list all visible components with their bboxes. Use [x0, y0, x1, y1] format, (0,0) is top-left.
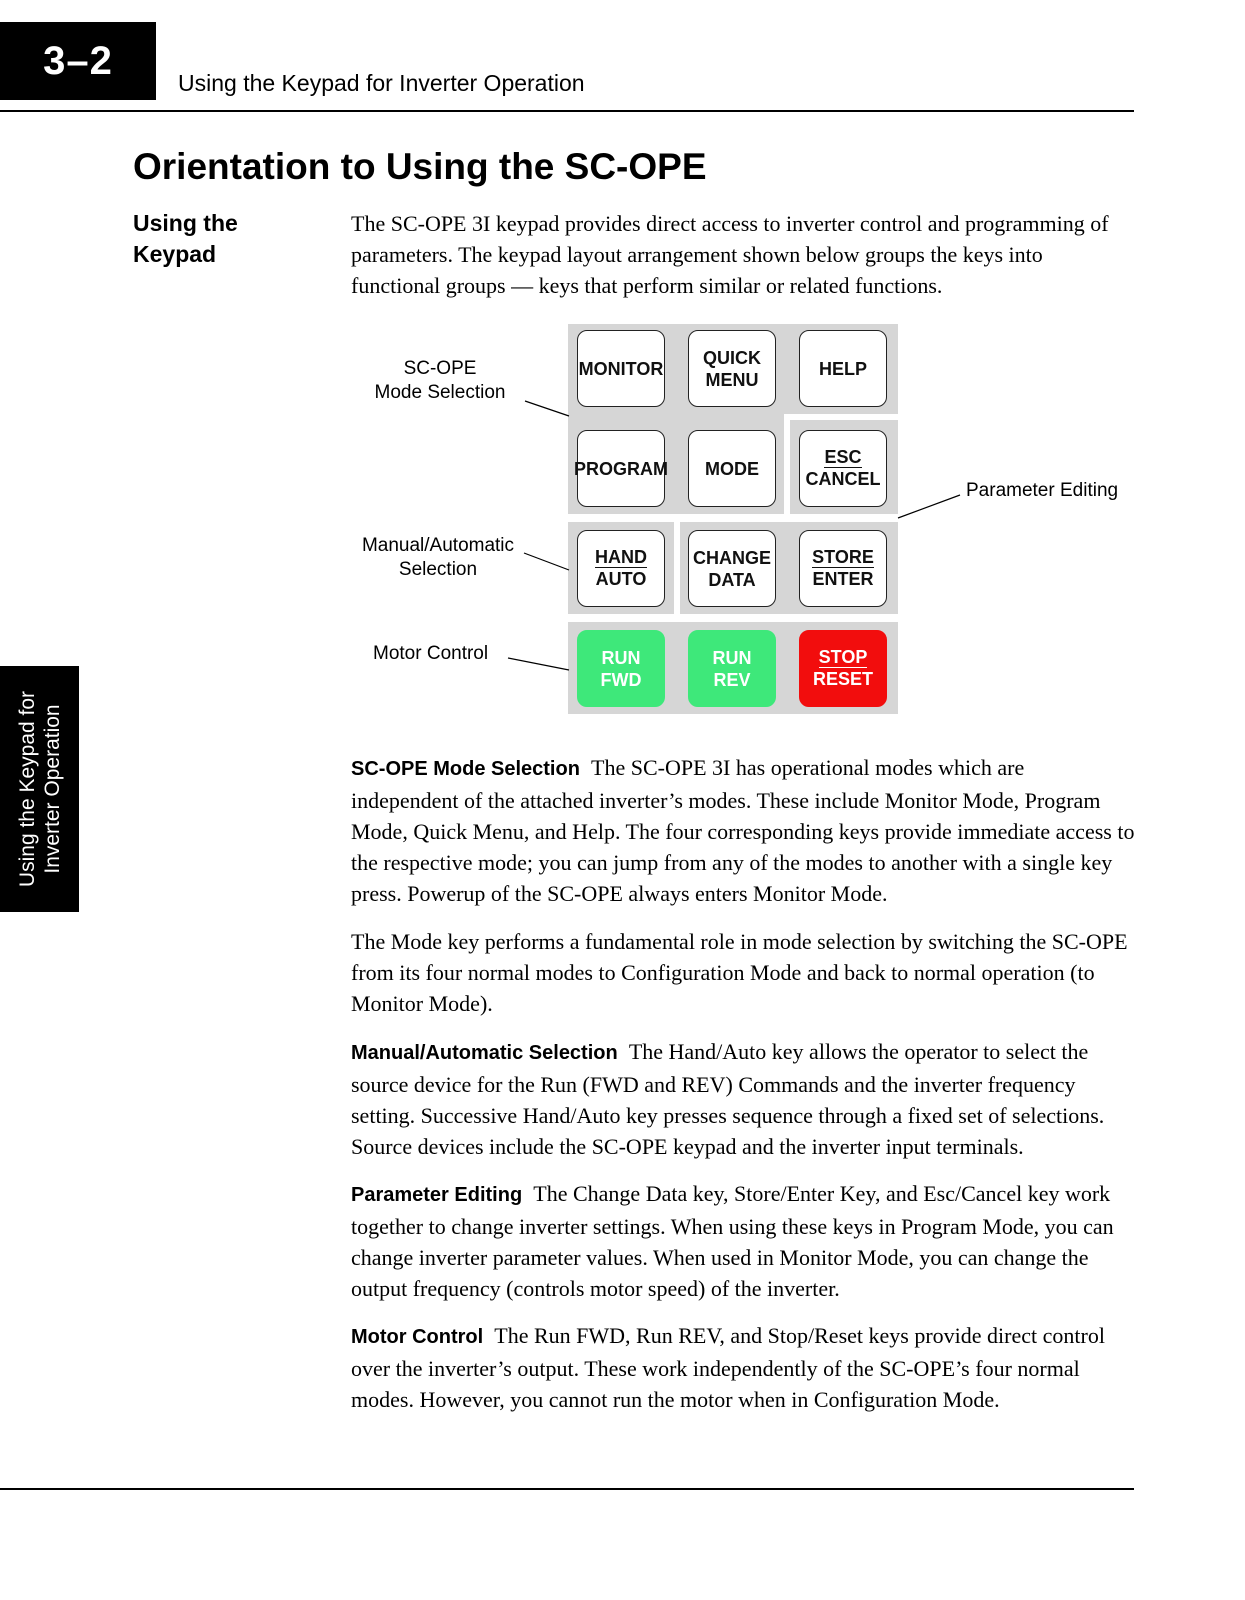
- monitor-key[interactable]: MONITOR: [577, 330, 665, 407]
- paragraph-parameter-editing: [351, 1178, 1136, 1304]
- label-motor-control: Motor Control: [373, 643, 489, 664]
- running-head: Using the Keypad for Inverter Operation: [178, 70, 585, 96]
- mode-key[interactable]: MODE: [688, 430, 776, 507]
- label-manual-auto: Manual/Automatic Selection: [361, 535, 515, 580]
- run-fwd-key[interactable]: RUN FWD: [577, 630, 665, 707]
- run-in-heading: Manual/Automatic Selection: [351, 1042, 618, 1064]
- footer-rule: [0, 1488, 1134, 1490]
- program-key[interactable]: PROGRAM: [577, 430, 665, 507]
- keypad-diagram: [0, 0, 1245, 760]
- intro-paragraph: The SC-OPE 3I keypad provides direct access to inverter control and programming of parameters. The keypad layout arrangement shown below groups the keys into functional groups — keys that perform similar or related functions.: [351, 211, 1109, 298]
- leader-lines: [0, 0, 1245, 760]
- paragraph-text: The Change Data key, Store/Enter Key, and Esc/Cancel key work together to change inverter settings. When using these keys in Program Mode, you can change inverter parameter values. When used in Monitor Mode, you can change the output frequency (controls motor speed) of the inverter.: [351, 1181, 1114, 1301]
- stop-reset-key[interactable]: STOP RESET: [799, 630, 887, 707]
- paragraph-text: The SC-OPE 3I has operational modes which are independent of the attached inverter’s modes. These include Monitor Mode, Program Mode, Quick Menu, and Help. The four corresponding keys provide immediate access to the respective mode; you can jump from any of the modes to another with a single key press. Powerup of the SC-OPE always enters Monitor Mode.: [351, 755, 1135, 906]
- paragraph-text: The Mode key performs a fundamental role in mode selection by switching the SC-OPE from its four normal modes to Configuration Mode and back to normal operation (to Monitor Mode).: [351, 929, 1128, 1016]
- hand-auto-key[interactable]: HAND AUTO: [577, 530, 665, 607]
- store-enter-key[interactable]: STORE ENTER: [799, 530, 887, 607]
- run-in-heading: SC-OPE Mode Selection: [351, 758, 580, 780]
- page-title: Orientation to Using the SC-OPE: [133, 146, 707, 187]
- change-data-key[interactable]: CHANGE DATA: [688, 530, 776, 607]
- run-in-heading: Parameter Editing: [351, 1184, 523, 1206]
- side-tab-line2: Inverter Operation: [40, 704, 64, 874]
- section-heading-line2: Keypad: [133, 241, 217, 267]
- paragraph-mode-key: [351, 926, 1136, 1019]
- section-heading-line1: Using the: [133, 210, 238, 236]
- paragraph-mode-selection: [351, 752, 1136, 909]
- paragraph-manual-auto: [351, 1036, 1136, 1162]
- side-tab-line1: Using the Keypad for: [15, 690, 39, 888]
- label-parameter-editing: Parameter Editing: [966, 480, 1119, 501]
- help-key[interactable]: HELP: [799, 330, 887, 407]
- run-rev-key[interactable]: RUN REV: [688, 630, 776, 707]
- quick-menu-key[interactable]: QUICK MENU: [688, 330, 776, 407]
- paragraph-text: The Hand/Auto key allows the operator to select the source device for the Run (FWD and REV) Commands and the inverter frequency setting. Successive Hand/Auto key presses sequence through a fixed set of selections. Source devices include the SC-OPE keypad and the inverter input terminals.: [351, 1039, 1105, 1159]
- page-number: 3–2: [0, 22, 156, 100]
- label-mode-selection: SC-OPE Mode Selection: [374, 358, 506, 403]
- paragraph-motor-control: [351, 1320, 1136, 1415]
- paragraph-text: The Run FWD, Run REV, and Stop/Reset keys provide direct control over the inverter’s output. These work independently of the SC-OPE’s four normal modes. However, you cannot run the motor when in Configuration Mode.: [351, 1323, 1105, 1412]
- esc-cancel-key[interactable]: ESC CANCEL: [799, 430, 887, 507]
- run-in-heading: Motor Control: [351, 1326, 484, 1348]
